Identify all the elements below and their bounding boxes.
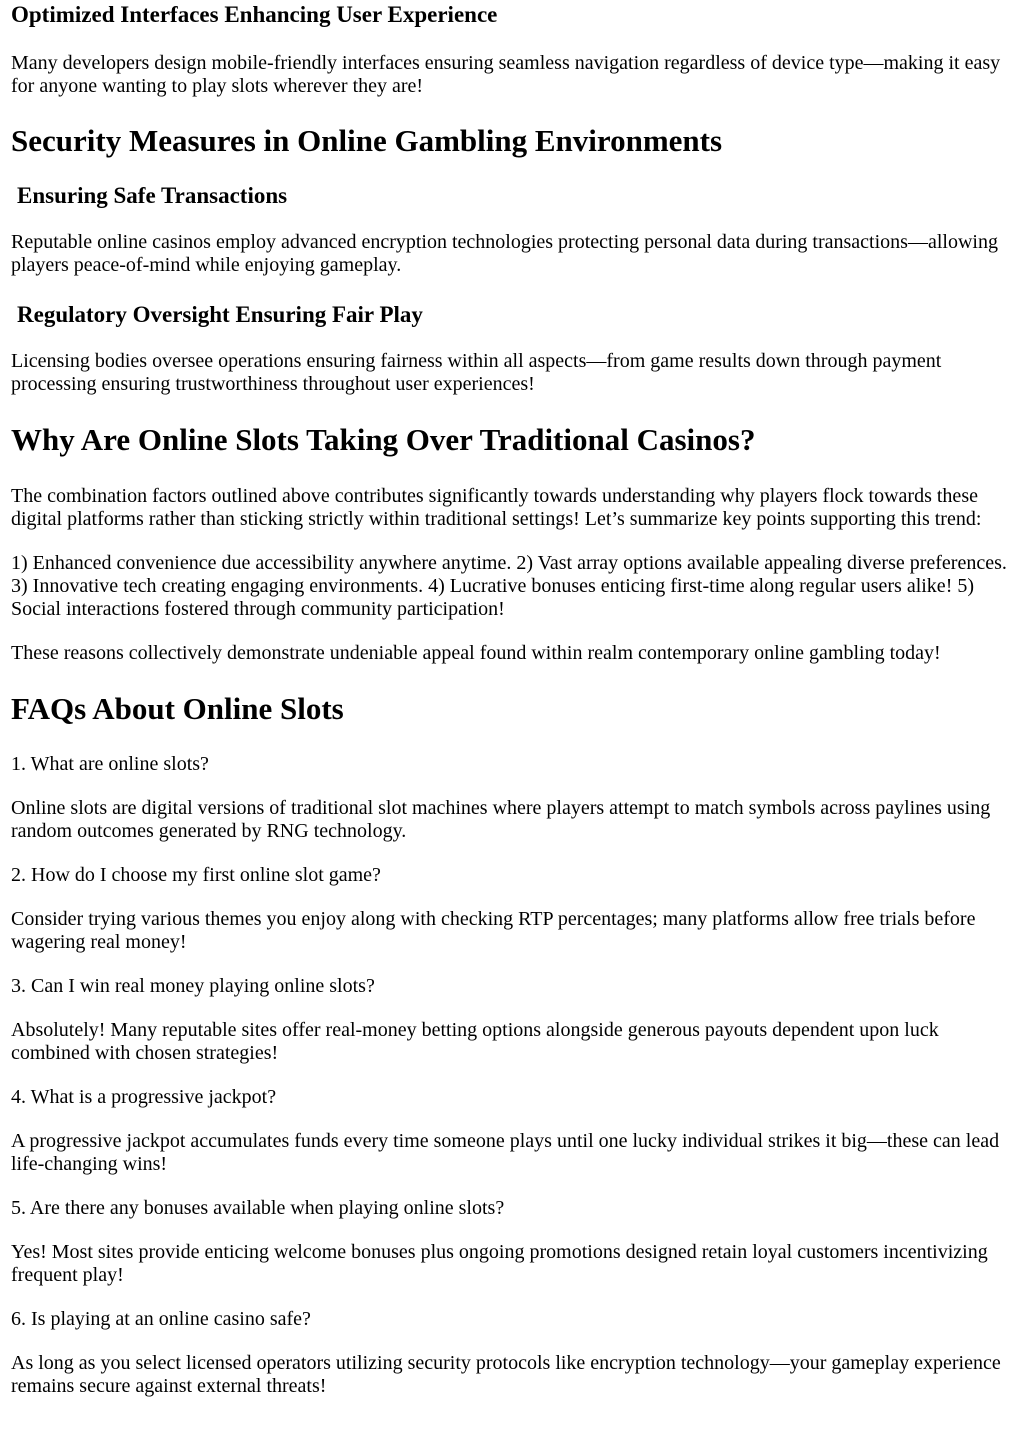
faq-answer-6: As long as you select licensed operators utilizing security protocols like encryption technology—your gameplay experience remains secure against external threats! xyxy=(11,1352,1001,1397)
heading-safe-transactions: Ensuring Safe Transactions xyxy=(17,183,288,208)
faq-question-1: 1. What are online slots? xyxy=(11,753,209,775)
article xyxy=(0,1,1024,1398)
heading-why-online-slots: Why Are Online Slots Taking Over Traditional Casinos? xyxy=(11,422,756,457)
paragraph-why-points: 1) Enhanced convenience due accessibility anywhere anytime. 2) Vast array options available appealing diverse preferences. 3) Innovative tech creating engaging environments. 4) Lucrative bonuses enticing first-time along regular users alike! 5) Social interactions fostered through community participation! xyxy=(11,552,1007,620)
faq-answer-4: A progressive jackpot accumulates funds every time someone plays until one lucky individual strikes it big—these can lead life-changing wins! xyxy=(11,1130,1000,1175)
paragraph-optimized-interfaces: Many developers design mobile-friendly interfaces ensuring seamless navigation regardless of device type—making it easy for anyone wanting to play slots wherever they are! xyxy=(11,52,1001,97)
faq-question-5: 5. Are there any bonuses available when playing online slots? xyxy=(11,1197,505,1219)
faq-question-6: 6. Is playing at an online casino safe? xyxy=(11,1308,311,1330)
heading-security-measures: Security Measures in Online Gambling Environments xyxy=(11,123,723,158)
faq-question-4: 4. What is a progressive jackpot? xyxy=(11,1086,277,1108)
faq-question-3: 3. Can I win real money playing online slots? xyxy=(11,975,375,997)
paragraph-safe-transactions: Reputable online casinos employ advanced encryption technologies protecting personal data during transactions—allowing players peace-of-mind while enjoying gameplay. xyxy=(11,231,998,276)
paragraph-why-intro: The combination factors outlined above contributes significantly towards understanding why players flock towards these digital platforms rather than sticking strictly within traditional settings! Let’s summarize key points supporting this trend: xyxy=(11,485,982,530)
faq-question-2: 2. How do I choose my first online slot game? xyxy=(11,864,381,886)
paragraph-why-closing: These reasons collectively demonstrate undeniable appeal found within realm contemporary online gambling today! xyxy=(11,642,941,664)
heading-optimized-interfaces: Optimized Interfaces Enhancing User Experience xyxy=(11,2,498,27)
faq-answer-5: Yes! Most sites provide enticing welcome bonuses plus ongoing promotions designed retain loyal customers incentivizing frequent play! xyxy=(11,1241,988,1286)
heading-faqs: FAQs About Online Slots xyxy=(11,691,344,726)
paragraph-regulatory-oversight: Licensing bodies oversee operations ensuring fairness within all aspects—from game results down through payment processing ensuring trustworthiness throughout user experiences! xyxy=(11,350,942,395)
faq-answer-1: Online slots are digital versions of traditional slot machines where players attempt to match symbols across paylines using random outcomes generated by RNG technology. xyxy=(11,797,991,842)
faq-answer-3: Absolutely! Many reputable sites offer real-money betting options alongside generous payouts dependent upon luck combined with chosen strategies! xyxy=(11,1019,939,1064)
faq-answer-2: Consider trying various themes you enjoy along with checking RTP percentages; many platforms allow free trials before wagering real money! xyxy=(11,908,976,953)
heading-regulatory-oversight: Regulatory Oversight Ensuring Fair Play xyxy=(17,302,423,327)
